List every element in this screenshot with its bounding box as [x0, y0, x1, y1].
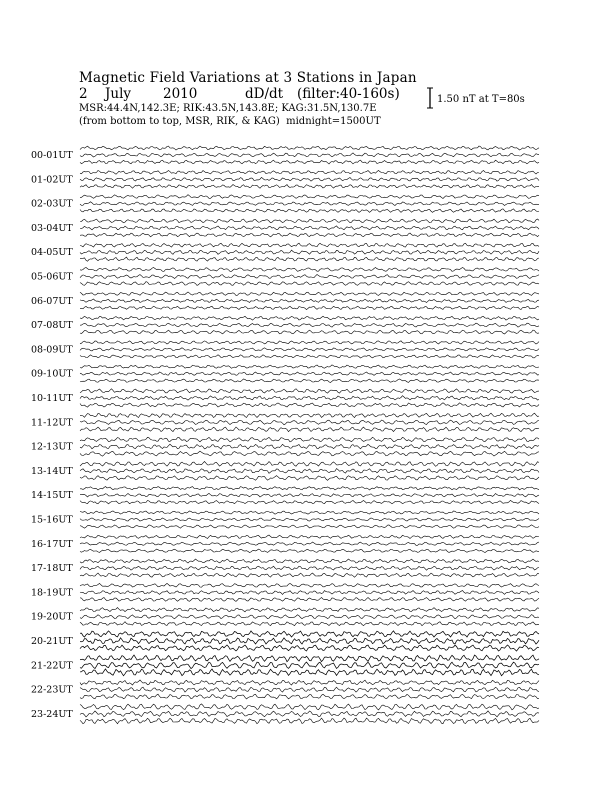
trace-rik	[80, 662, 539, 669]
trace-rik	[80, 493, 539, 497]
row-label: 11-12UT	[31, 417, 73, 429]
trace-kag	[80, 413, 539, 417]
trace-kag	[80, 608, 539, 612]
trace-kag	[80, 195, 539, 199]
station-coordinates: MSR:44.4N,142.3E; RIK:43.5N,143.8E; KAG:31.5N,130.7E	[79, 103, 377, 114]
quantity-label: dD/dt	[245, 86, 284, 102]
trace-kag	[80, 268, 539, 272]
row-label: 18-19UT	[31, 587, 73, 599]
trace-rik	[80, 348, 539, 351]
trace-rik	[80, 323, 539, 327]
trace-rik	[80, 153, 539, 157]
trace-rik	[80, 518, 539, 521]
trace-msr	[80, 306, 539, 310]
row-label: 16-17UT	[31, 538, 73, 550]
trace-kag	[80, 365, 539, 369]
trace-kag	[80, 655, 539, 662]
trace-msr	[80, 451, 539, 456]
trace-msr	[80, 379, 539, 383]
trace-kag	[80, 631, 539, 637]
trace-rik	[80, 299, 539, 303]
trace-kag	[80, 292, 539, 295]
trace-msr	[80, 403, 539, 407]
row-label: 00-01UT	[31, 150, 73, 161]
trace-msr	[80, 257, 539, 261]
trace-msr	[80, 598, 539, 602]
scale-bar	[427, 88, 433, 108]
chart-title: Magnetic Field Variations at 3 Stations in Japan	[79, 70, 417, 86]
trace-msr	[80, 330, 539, 334]
trace-kag	[80, 437, 539, 442]
trace-kag	[80, 583, 539, 587]
trace-rik	[80, 469, 539, 474]
row-label: 15-16UT	[31, 514, 73, 526]
date-month: July	[105, 86, 132, 102]
trace-msr	[80, 645, 539, 651]
row-label: 21-22UT	[31, 660, 73, 672]
trace-rik	[80, 202, 539, 206]
trace-kag	[80, 680, 539, 685]
trace-msr	[80, 525, 539, 528]
trace-msr	[80, 233, 539, 237]
trace-msr	[80, 427, 539, 432]
trace-rik	[80, 687, 539, 692]
row-label: 07-08UT	[31, 320, 73, 332]
midnight-note: midnight=1500UT	[286, 116, 381, 127]
trace-rik	[80, 711, 539, 717]
trace-msr	[80, 282, 539, 286]
row-label: 23-24UT	[31, 708, 73, 720]
trace-msr	[80, 160, 539, 164]
trace-kag	[80, 243, 539, 247]
row-label: 06-07UT	[31, 295, 73, 307]
scale-label: 1.50 nT at T=80s	[437, 94, 525, 105]
row-label: 14-15UT	[31, 490, 73, 502]
trace-msr	[80, 185, 539, 189]
trace-rik	[80, 420, 539, 425]
row-label: 04-05UT	[31, 247, 73, 259]
date-year: 2010	[163, 86, 198, 102]
trace-msr	[80, 549, 539, 552]
trace-rik	[80, 615, 539, 619]
trace-msr	[80, 500, 539, 504]
trace-kag	[80, 535, 539, 539]
filter-label: (filter:40-160s)	[297, 86, 400, 102]
trace-rik	[80, 591, 539, 595]
trace-msr	[80, 476, 539, 481]
trace-msr	[80, 622, 539, 626]
trace-msr	[80, 669, 539, 676]
row-label: 19-20UT	[31, 611, 73, 623]
trace-kag	[80, 462, 539, 467]
row-label: 17-18UT	[31, 563, 73, 575]
order-note-text: (from bottom to top, MSR, RIK, & KAG)	[79, 116, 280, 127]
trace-rik	[80, 372, 539, 375]
row-label: 20-21UT	[31, 636, 73, 647]
trace-kag	[80, 316, 539, 320]
trace-kag	[80, 341, 539, 344]
trace-msr	[80, 209, 539, 213]
trace-kag	[80, 219, 539, 223]
row-label: 09-10UT	[31, 368, 73, 380]
row-label: 08-09UT	[31, 344, 73, 356]
trace-kag	[80, 487, 539, 491]
trace-kag	[80, 389, 539, 393]
row-label: 05-06UT	[31, 271, 73, 283]
trace-rik	[80, 566, 539, 570]
trace-rik	[80, 226, 539, 230]
trace-rik	[80, 250, 539, 254]
trace-msr	[80, 718, 539, 724]
trace-kag	[80, 511, 539, 514]
trace-rik	[80, 444, 539, 449]
row-label: 13-14UT	[31, 465, 73, 477]
trace-msr	[80, 355, 539, 358]
trace-msr	[80, 573, 539, 577]
row-label: 01-02UT	[31, 174, 73, 186]
trace-kag	[80, 146, 539, 150]
date-day: 2	[79, 86, 88, 102]
trace-rik	[80, 638, 539, 644]
row-label: 10-11UT	[31, 393, 73, 404]
trace-kag	[80, 170, 539, 174]
trace-kag	[80, 559, 539, 563]
row-label: 22-23UT	[31, 684, 73, 696]
trace-rik	[80, 542, 539, 546]
trace-rik	[80, 396, 539, 400]
trace-rik	[80, 177, 539, 181]
trace-msr	[80, 694, 539, 699]
row-label: 02-03UT	[31, 198, 73, 210]
trace-kag	[80, 704, 539, 710]
row-label: 12-13UT	[31, 441, 73, 453]
trace-rik	[80, 275, 539, 279]
row-label: 03-04UT	[31, 222, 73, 234]
